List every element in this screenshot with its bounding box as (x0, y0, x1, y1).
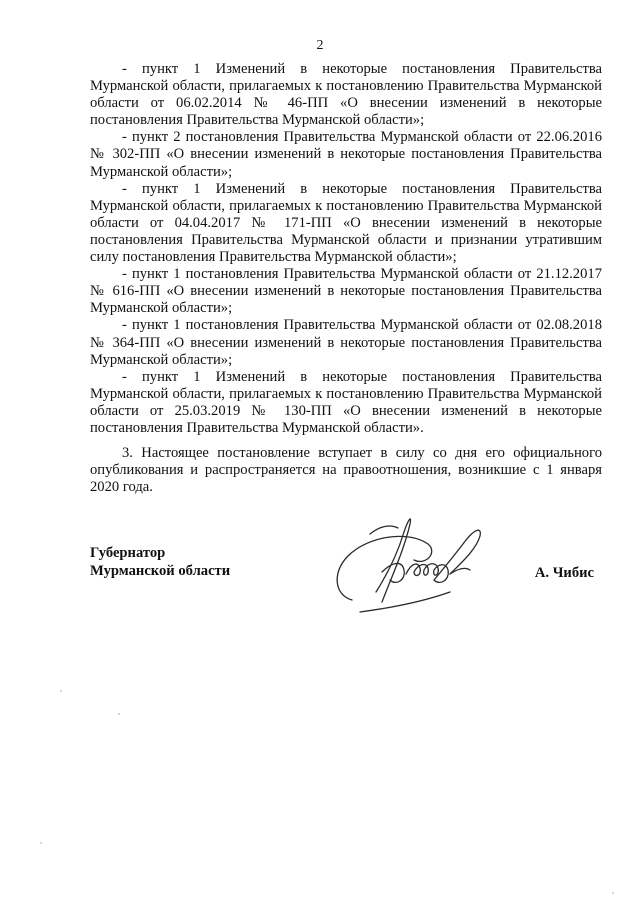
document-body (90, 61, 602, 496)
scan-speck (118, 713, 120, 715)
list-item: - пункт 1 постановления Правительства Мурманской области от 02.08.2018 № 364-ПП «О внесении изменений в некоторые постановления Правительства Мурманской области»; (90, 317, 602, 368)
clause-3: 3. Настоящее постановление вступает в силу со дня его официального опубликования и распространяется на правоотношения, возникшие с 1 января 2020 года. (90, 445, 602, 496)
list-item: - пункт 1 постановления Правительства Мурманской области от 21.12.2017 № 616-ПП «О внесении изменений в некоторые постановления Правительства Мурманской области»; (90, 266, 602, 317)
page-number: 2 (316, 38, 324, 53)
signer-name: А. Чибис (534, 565, 594, 581)
handwritten-signature (330, 510, 495, 625)
list-item: - пункт 1 Изменений в некоторые постановления Правительства Мурманской области, прилагаемых к постановлению Правительства Мурманской области от 25.03.2019 № 130-ПП «О внесении изменений в некоторые постановления Правительства Мурманской области». (90, 368, 602, 436)
scan-speck (40, 842, 42, 844)
scan-speck (612, 892, 614, 894)
list-item: - пункт 1 Изменений в некоторые постановления Правительства Мурманской области, прилагаемых к постановлению Правительства Мурманской области от 04.04.2017 № 171-ПП «О внесении изменений в некоторые постановления Правительства Мурманской области и признании утратившим силу постановления Правительства Мурманской области»; (90, 180, 602, 266)
position-line-1: Губернатор (90, 545, 166, 561)
list-item: - пункт 1 Изменений в некоторые постановления Правительства Мурманской области, прилагаемых к постановлению Правительства Мурманской области от 06.02.2014 № 46-ПП «О внесении изменений в некоторые постановления Правительства Мурманской области»; (90, 61, 602, 129)
position-line-2: Мурманской области (90, 562, 231, 579)
list-item: - пункт 2 постановления Правительства Мурманской области от 22.06.2016 № 302-ПП «О внесении изменений в некоторые постановления Правительства Мурманской области»; (90, 129, 602, 180)
signer-position (90, 545, 230, 580)
scan-speck (60, 690, 62, 692)
